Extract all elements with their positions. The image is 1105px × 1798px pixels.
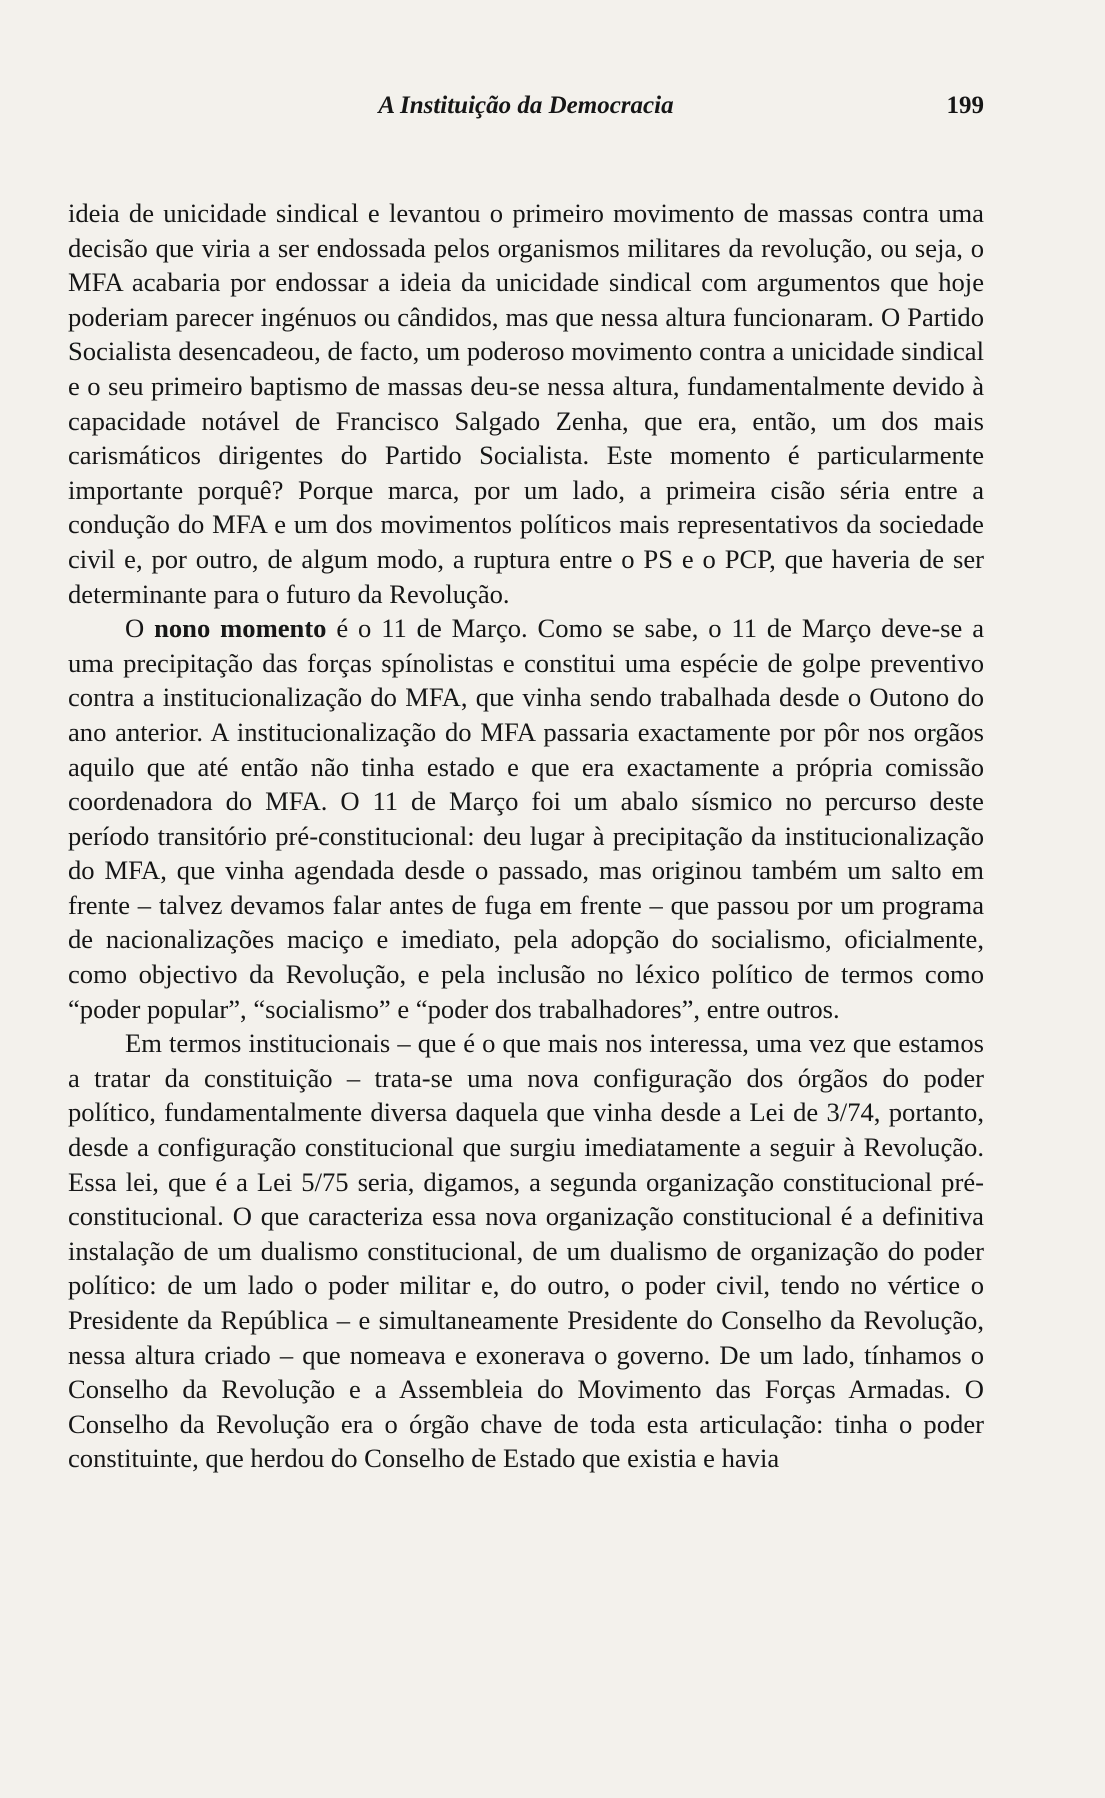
running-head (68, 92, 984, 132)
paragraph-1: ideia de unicidade sindical e levantou o primeiro movimento de massas contra uma decisão que viria a ser endossada pelos organismos militares da revolução, ou seja, o MFA acabaria por endossar a ideia da unicidade sindical com argumentos que hoje poderiam parecer ingénuos ou cândidos, mas que nessa altura funcionaram. O Partido Socialista desencadeou, de facto, um poderoso movimento contra a unicidade sindical e o seu primeiro baptismo de massas deu-se nessa altura, fundamentalmente devido à capacidade notável de Francisco Salgado Zenha, que era, então, um dos mais carismáticos dirigentes do Partido Socialista. Este momento é particularmente importante porquê? Porque marca, por um lado, a primeira cisão séria entre a condução do MFA e um dos movimentos políticos mais representativos da sociedade civil e, por outro, de algum modo, a ruptura entre o PS e o PCP, que haveria de ser determinante para o futuro da Revolução. (68, 198, 984, 609)
paragraph-3: Em termos institucionais – que é o que mais nos interessa, uma vez que estamos a tratar da constituição – trata-se uma nova configuração dos órgãos do poder político, fundamentalmente diversa daquela que vinha desde a Lei de 3/74, portanto, desde a configuração constitucional que surgiu imediatamente a seguir à Revolução. Essa lei, que é a Lei 5/75 seria, digamos, a segunda organização constitucional pré-constitucional. O que caracteriza essa nova organização constitucional é a definitiva instalação de um dualismo constitucional, de um dualismo de organização do poder político: de um lado o poder militar e, do outro, o poder civil, tendo no vértice o Presidente da República – e simultaneamente Presidente do Conselho da Revolução, nessa altura criado – que nomeava e exonerava o governo. De um lado, tínhamos o Conselho da Revolução e a Assembleia do Movimento das Forças Armadas. O Conselho da Revolução era o órgão chave de toda esta articulação: tinha o poder constituinte, que herdou do Conselho de Estado que existia e havia (68, 1028, 984, 1474)
body-text (68, 196, 984, 1476)
book-page (68, 92, 984, 1476)
running-title: A Instituição da Democracia (378, 92, 674, 119)
paragraph-2 (68, 611, 984, 1026)
paragraph-2-lead: O (125, 613, 155, 644)
nono-momento-bold: nono momento (154, 613, 327, 644)
page-number: 199 (946, 92, 984, 119)
paragraph-2-text: é o 11 de Março. Como se sabe, o 11 de Março deve-se a uma precipitação das forças spínolistas e constitui uma espécie de golpe preventivo contra a institucionalização do MFA, que vinha sendo trabalhada desde o Outono do ano anterior. A institucionalização do MFA passaria exactamente por pôr nos orgãos aquilo que até então não tinha estado e que era exactamente a própria comissão coordenadora do MFA. O 11 de Março foi um abalo sísmico no percurso deste período transitório pré-constitucional: deu lugar à precipitação da institucionalização do MFA, que vinha agendada desde o passado, mas originou também um salto em frente – talvez devamos falar antes de fuga em frente – que passou por um programa de nacionalizações maciço e imediato, pela adopção do socialismo, oficialmente, como objectivo da Revolução, e pela inclusão no léxico político de termos como “poder popular”, “socialismo” e “poder dos trabalhadores”, entre outros. (68, 613, 985, 1024)
